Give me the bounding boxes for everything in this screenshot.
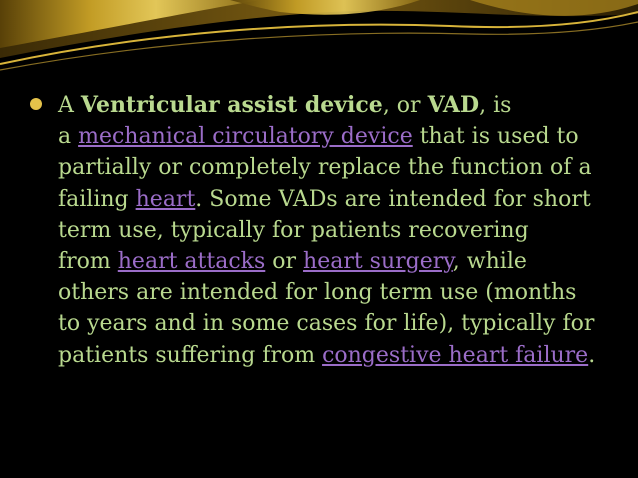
link-heart-attacks[interactable]: heart attacks	[117, 249, 266, 275]
text-run: a	[58, 124, 79, 150]
bullet-paragraph	[30, 90, 610, 371]
text-run: to years and in some cases for life), typically for	[58, 311, 595, 337]
text-run: , is	[479, 93, 512, 118]
text-run: partially or completely replace the function of a	[58, 155, 592, 181]
text-line-6	[30, 246, 610, 277]
text-line-1	[30, 90, 610, 121]
text-line-5	[30, 215, 610, 246]
term-ventricular-assist-device: Ventricular assist device	[80, 92, 383, 118]
text-run: .	[588, 342, 596, 368]
text-line-2	[30, 121, 610, 152]
header-swoosh-decoration	[0, 0, 638, 80]
text-run: failing	[58, 186, 136, 212]
text-run: A	[58, 93, 81, 118]
text-run: or	[265, 249, 304, 275]
term-vad: VAD	[427, 92, 480, 118]
text-run: from	[58, 249, 118, 275]
text-run: others are intended for long term use (months	[58, 280, 577, 306]
text-line-7	[30, 277, 610, 308]
text-run: , while	[452, 249, 527, 275]
text-line-9	[30, 340, 610, 371]
text-run: that is used to	[412, 124, 579, 150]
text-run: term use, typically for patients recovering	[58, 217, 529, 243]
text-line-4	[30, 184, 610, 215]
link-heart[interactable]: heart	[135, 186, 196, 212]
text-run: patients suffering from	[58, 342, 323, 368]
text-run: . Some VADs are intended for short	[195, 186, 591, 212]
text-line-3	[30, 152, 610, 183]
link-heart-surgery[interactable]: heart surgery	[303, 249, 453, 275]
text-run: , or	[382, 93, 428, 118]
link-congestive-heart-failure[interactable]: congestive heart failure	[322, 342, 589, 368]
bullet-icon	[30, 98, 42, 110]
link-mechanical-circulatory-device[interactable]: mechanical circulatory device	[78, 124, 413, 150]
text-line-8	[30, 308, 610, 339]
